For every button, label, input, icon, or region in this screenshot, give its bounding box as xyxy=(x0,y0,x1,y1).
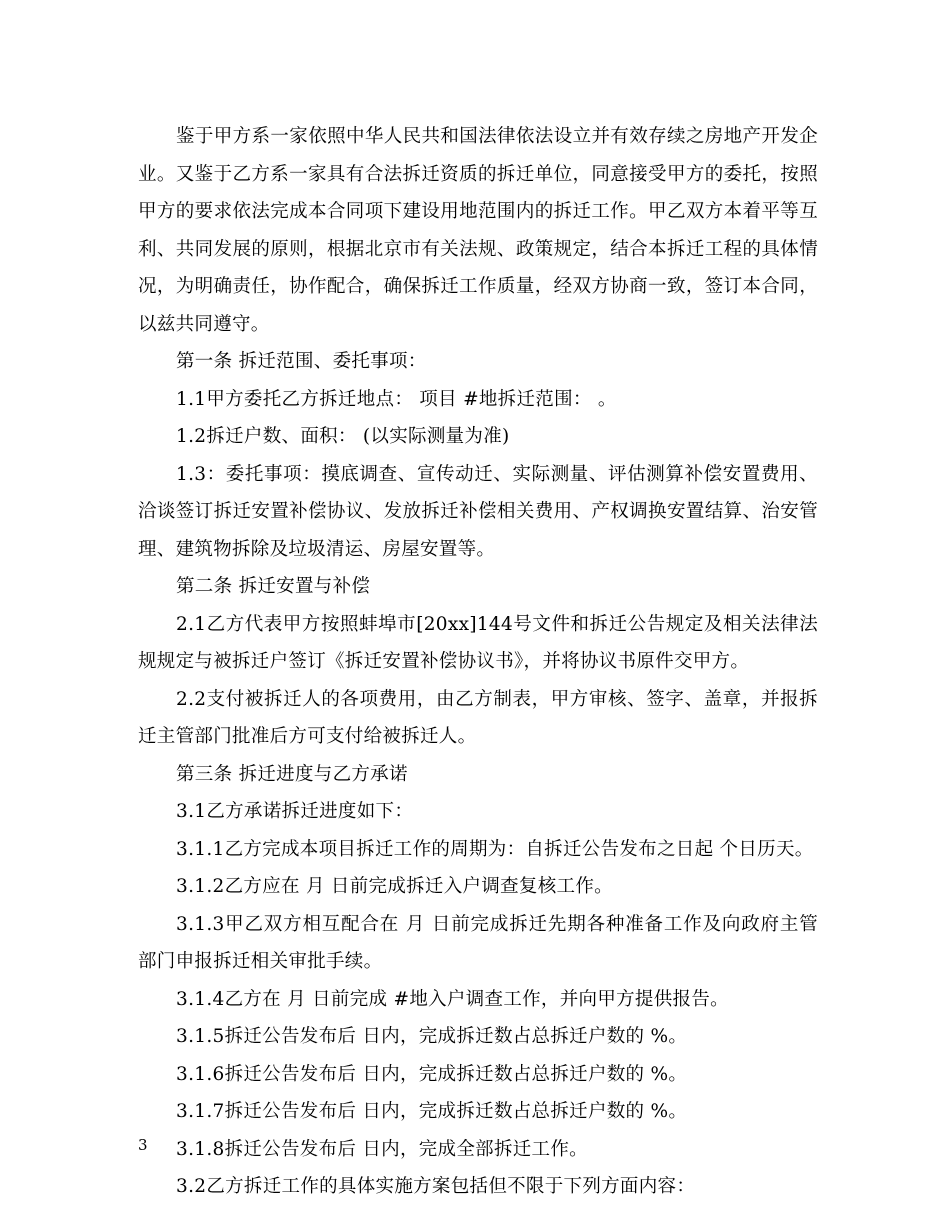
clause-3-1-2: 3.1.2乙方应在 月 日前完成拆迁入户调查复核工作。 xyxy=(176,876,613,897)
clause-2-2: 2.2支付被拆迁人的各项费用，由乙方制表，甲方审核、签字、盖章，并报拆迁主管部门批准后方可支付给被拆迁人。 xyxy=(138,688,818,747)
clause-3-1-5: 3.1.5拆迁公告发布后 日内，完成拆迁数占总拆迁户数的 %。 xyxy=(176,1026,688,1047)
clause-3-1-8: 3.1.8拆迁公告发布后 日内，完成全部拆迁工作。 xyxy=(176,1138,588,1160)
clause-2-1: 2.1乙方代表甲方按照蚌埠市[20xx]144号文件和拆迁公告规定及相关法律法规规定与被拆迁户签订《拆迁安置补偿协议书》，并将协议书原件交甲方。 xyxy=(138,613,818,672)
article-3-heading: 第三条 拆迁进度与乙方承诺 xyxy=(176,763,408,785)
clause-3-1-3: 3.1.3甲乙双方相互配合在 月 日前完成拆迁先期各种准备工作及向政府主管部门申报拆迁相关审批手续。 xyxy=(138,913,818,972)
clause-3-1-7: 3.1.7拆迁公告发布后 日内，完成拆迁数占总拆迁户数的 %。 xyxy=(176,1101,688,1122)
contract-body xyxy=(138,118,818,1206)
clause-3-1-6: 3.1.6拆迁公告发布后 日内，完成拆迁数占总拆迁户数的 %。 xyxy=(176,1063,688,1085)
article-1-heading: 第一条 拆迁范围、委托事项： xyxy=(176,351,427,372)
clause-3-1: 3.1乙方承诺拆迁进度如下： xyxy=(176,801,414,822)
clause-1-3: 1.3：委托事项：摸底调查、宣传动迁、实际测量、评估测算补偿安置费用、洽谈签订拆迁安置补偿协议、发放拆迁补偿相关费用、产权调换安置结算、治安管理、建筑物拆除及垃圾清运、房屋安置等。 xyxy=(138,463,818,560)
clause-1-2: 1.2拆迁户数、面积： (以实际测量为准) xyxy=(176,426,510,447)
clause-1-1: 1.1甲方委托乙方拆迁地点： 项目 #地拆迁范围： 。 xyxy=(176,388,617,410)
clause-3-1-1: 3.1.1乙方完成本项目拆迁工作的周期为：自拆迁公告发布之日起 个日历天。 xyxy=(176,838,814,860)
article-2-heading: 第二条 拆迁安置与补偿 xyxy=(176,576,371,597)
clause-3-1-4: 3.1.4乙方在 月 日前完成 #地入户调查工作，并向甲方提供报告。 xyxy=(176,988,729,1010)
paragraph-preamble: 鉴于甲方系一家依照中华人民共和国法律依法设立并有效存续之房地产开发企业。又鉴于乙方系一家具有合法拆迁资质的拆迁单位，同意接受甲方的委托，按照甲方的要求依法完成本合同项下建设用地范围内的拆迁工作。甲乙双方本着平等互利、共同发展的原则，根据北京市有关法规、政策规定，结合本拆迁工程的具体情况，为明确责任，协作配合，确保拆迁工作质量，经双方协商一致，签订本合同，以兹共同遵守。 xyxy=(138,126,818,335)
page-number: 3 xyxy=(138,1136,148,1154)
clause-3-2: 3.2乙方拆迁工作的具体实施方案包括但不限于下列方面内容： xyxy=(176,1176,696,1197)
